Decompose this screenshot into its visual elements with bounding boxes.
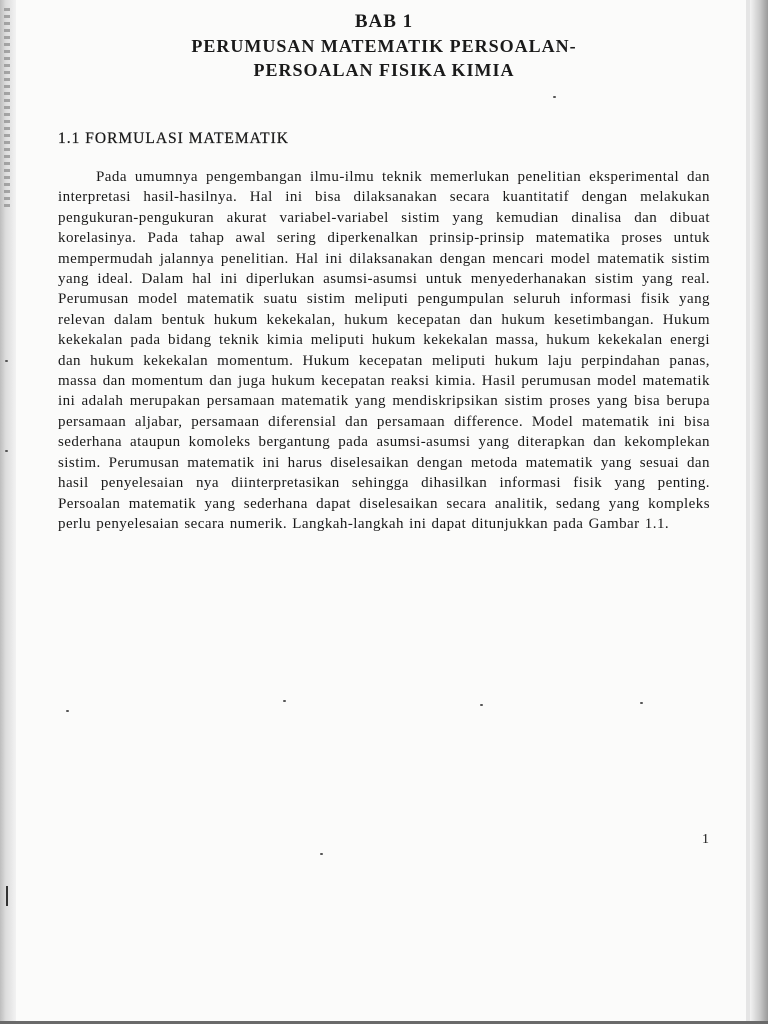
chapter-label: BAB 1 <box>354 11 414 32</box>
section-heading: 1.1 FORMULASI MATEMATIK <box>58 130 289 147</box>
scan-speck <box>640 702 643 704</box>
chapter-title-line1: PERUMUSAN MATEMATIK PERSOALAN- <box>191 36 577 56</box>
scan-speck <box>553 96 556 98</box>
scan-corner-mark <box>6 886 8 906</box>
scan-speck <box>320 853 323 855</box>
scan-speck <box>480 704 483 706</box>
page-number: 1 <box>702 832 709 847</box>
chapter-heading <box>60 10 708 82</box>
scan-speck <box>283 700 286 702</box>
scan-speck <box>5 450 8 452</box>
scan-speck <box>66 710 69 712</box>
scan-speck <box>5 360 8 362</box>
binding-marks <box>4 8 10 208</box>
chapter-title-line2: PERSOALAN FISIKA KIMIA <box>253 60 515 80</box>
scan-right-edge <box>750 0 768 1024</box>
body-paragraph: Pada umumnya pengembangan ilmu-ilmu teknik memerlukan penelitian eksperimental dan interpretasi hasil-hasilnya. Hal ini bisa dilaksanakan secara kuantitatif dengan melakukan pengukuran-pengukuran akurat variabel-variabel sistim yang kemudian dinalisa dan dibuat korelasinya. Pada tahap awal sering diperkenalkan prinsip-prinsip matematika proses untuk mempermudah jalannya penelitian. Hal ini dilaksanakan dengan mencari model matematik sistim yang ideal. Dalam hal ini diperlukan asumsi-asumsi untuk menyederhanakan sistim yang real. Perumusan model matematik suatu sistim meliputi pengumpulan seluruh informasi fisik yang relevan dalam bentuk hukum kekekalan, hukum kecepatan dan hukum kesetimbangan. Hukum kekekalan pada bidang teknik kimia meliputi hukum kekekalan massa, hukum kekekalan energi dan hukum kekekalan momentum. Hukum kecepatan meliputi hukum laju perpindahan panas, massa dan momentum dan juga hukum kecepatan reaksi kimia. Hasil perumusan model matematik ini adalah merupakan persamaan matematik yang mendiskripsikan sistim proses yang bisa berupa persamaan aljabar, persamaan diferensial dan persamaan difference. Model matematik ini bisa sederhana ataupun komoleks bergantung pada asumsi-asumsi yang diterapkan dan kekomplekan sistim. Perumusan matematik ini harus diselesaikan dengan metoda matematik yang sesuai dan hasil penyelesaian nya diinterpretasikan sehingga dihasilkan informasi fisik yang penting. Persoalan matematik yang sederhana dapat diselesaikan secara analitik, sedang yang kompleks perlu penyelesaian secara numerik. Langkah-langkah ini dapat ditunjukkan pada Gambar 1.1. <box>58 169 710 532</box>
